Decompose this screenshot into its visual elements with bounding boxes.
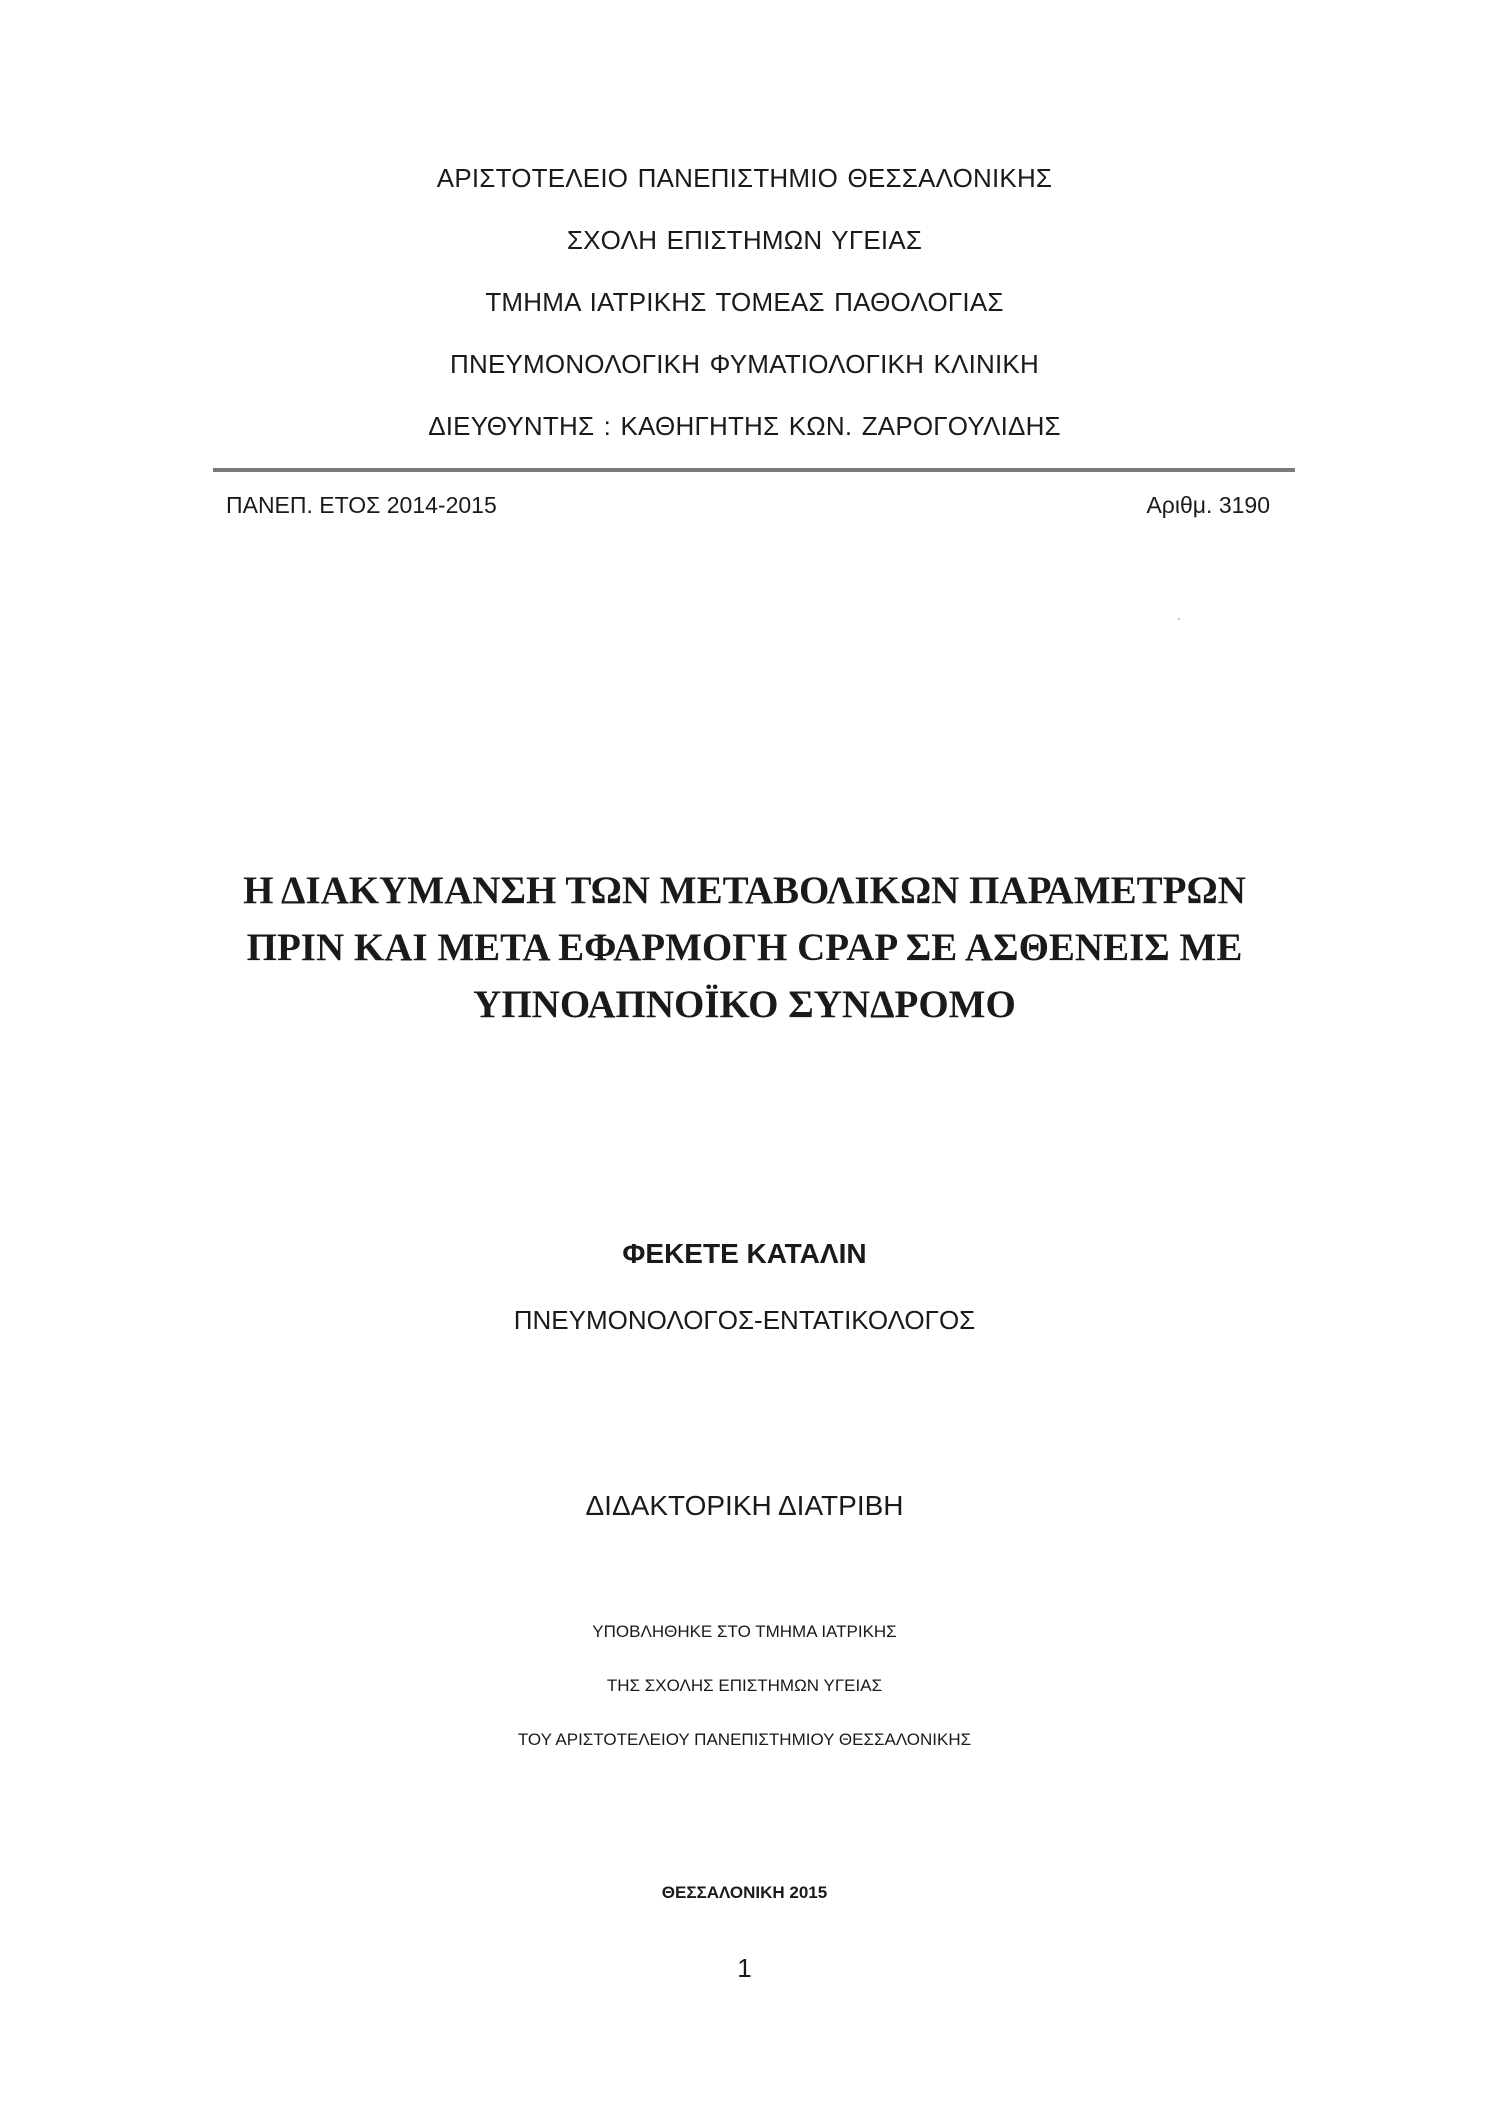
academic-year: ΠΑΝΕΠ. ΕΤΟΣ 2014-2015 [226,492,497,518]
page-number: 1 [737,1953,752,1983]
author-specialty: ΠΝΕΥΜΟΝΟΛΟΓΟΣ-ΕΝΤΑΤΙΚΟΛΟΓΟΣ [513,1305,976,1335]
document-number: Αριθμ. 3190 [1146,492,1270,518]
submission-line: ΥΠΟΒΛΗΘΗΚΕ ΣΤΟ ΤΜΗΜΑ ΙΑΤΡΙΚΗΣ [592,1622,897,1641]
department-name: ΤΜΗΜΑ ΙΑΤΡΙΚΗΣ ΤΟΜΕΑΣ ΠΑΘΟΛΟΓΙΑΣ [485,287,1004,317]
school-name: ΣΧΟΛΗ ΕΠΙΣΤΗΜΩΝ ΥΓΕΙΑΣ [566,225,923,255]
scan-speck [1178,618,1180,620]
clinic-name: ΠΝΕΥΜΟΝΟΛΟΓΙΚΗ ΦΥΜΑΤΙΟΛΟΓΙΚΗ ΚΛΙΝΙΚΗ [450,349,1039,379]
director-line: ΔΙΕΥΘΥΝΤΗΣ : ΚΑΘΗΓΗΤΗΣ ΚΩΝ. ΖΑΡΟΓΟΥΛΙΔΗΣ [428,411,1061,441]
document-type: ΔΙΔΑΚΤΟΡΙΚΗ ΔΙΑΤΡΙΒΗ [585,1490,904,1521]
title-line: ΠΡΙΝ ΚΑΙ ΜΕΤΑ ΕΦΑΡΜΟΓΗ CPAP ΣΕ ΑΣΘΕΝΕΙΣ ΜΕ [246,926,1243,969]
submission-line: ΤΟΥ ΑΡΙΣΤΟΤΕΛΕΙΟΥ ΠΑΝΕΠΙΣΤΗΜΙΟΥ ΘΕΣΣΑΛΟΝΙΚΗΣ [517,1730,972,1749]
title-line: Η ΔΙΑΚΥΜΑΝΣΗ ΤΩΝ ΜΕΤΑΒΟΛΙΚΩΝ ΠΑΡΑΜΕΤΡΩΝ [243,869,1246,912]
university-name: ΑΡΙΣΤΟΤΕΛΕΙΟ ΠΑΝΕΠΙΣΤΗΜΙΟ ΘΕΣΣΑΛΟΝΙΚΗΣ [436,163,1053,193]
thesis-title [0,862,1489,1033]
submission-line: ΤΗΣ ΣΧΟΛΗΣ ΕΠΙΣΤΗΜΩΝ ΥΓΕΙΑΣ [606,1676,883,1695]
author-name: ΦΕΚΕΤΕ ΚΑΤΑΛΙΝ [622,1238,867,1269]
place-year: ΘΕΣΣΑΛΟΝΙΚΗ 2015 [661,1883,828,1902]
header-divider [213,468,1295,472]
title-line: ΥΠΝΟΑΠΝΟΪΚΟ ΣΥΝΔΡΟΜΟ [473,983,1016,1026]
